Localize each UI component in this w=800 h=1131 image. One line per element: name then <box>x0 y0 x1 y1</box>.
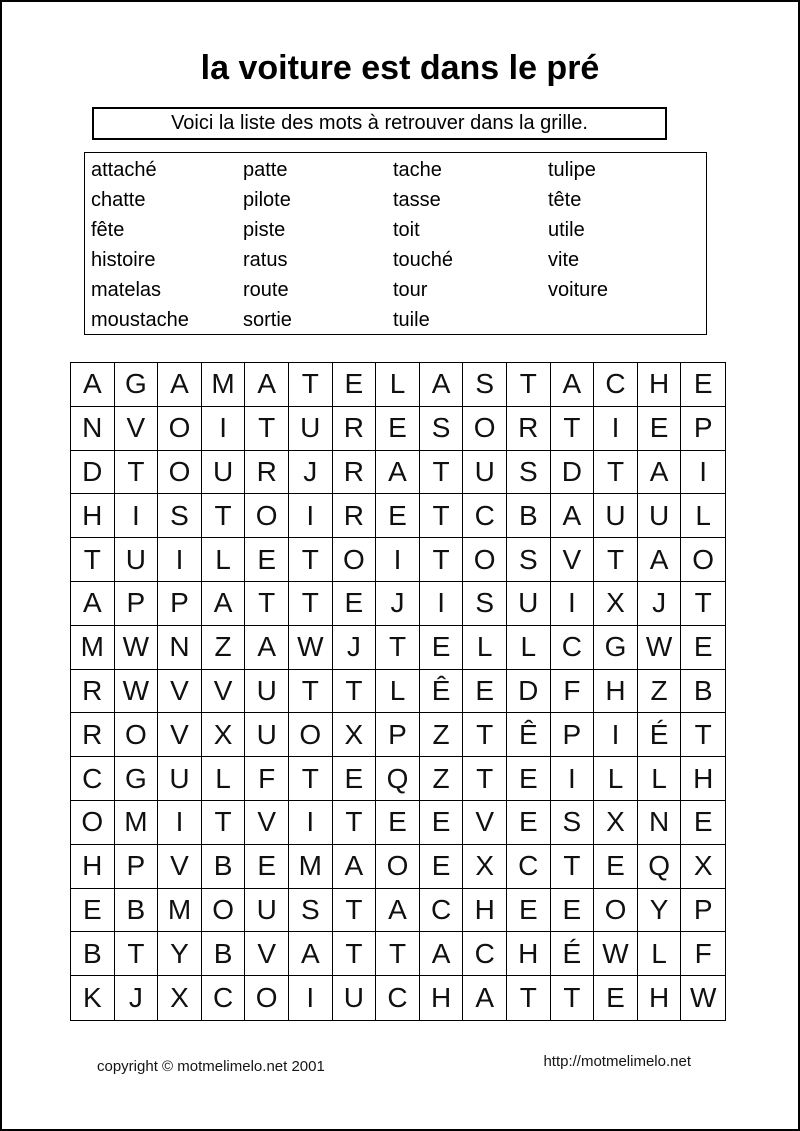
grid-cell: G <box>594 626 638 670</box>
grid-cell: N <box>71 407 115 451</box>
grid-cell: P <box>681 889 725 933</box>
grid-cell: C <box>71 757 115 801</box>
grid-cell: H <box>420 976 464 1020</box>
word-list <box>91 155 706 335</box>
grid-cell: N <box>158 626 202 670</box>
grid-cell: R <box>245 451 289 495</box>
grid-cell: V <box>245 932 289 976</box>
grid-cell: V <box>463 801 507 845</box>
grid-cell: M <box>289 845 333 889</box>
grid-cell: R <box>333 407 377 451</box>
word-list-item: sortie <box>243 309 292 331</box>
grid-cell: O <box>681 538 725 582</box>
grid-cell: E <box>71 889 115 933</box>
grid-cell: S <box>420 407 464 451</box>
grid-cell: H <box>594 670 638 714</box>
grid-cell: C <box>420 889 464 933</box>
word-list-item: route <box>243 279 289 301</box>
grid-cell: T <box>507 976 551 1020</box>
grid-cell: E <box>245 538 289 582</box>
grid-cell: L <box>376 670 420 714</box>
grid-cell: X <box>158 976 202 1020</box>
grid-cell: W <box>689 982 717 1014</box>
grid-cell: J <box>289 451 333 495</box>
grid-cell: T <box>551 407 595 451</box>
grid-cell: Z <box>202 626 246 670</box>
grid-cell: E <box>420 801 464 845</box>
grid-cell: L <box>376 363 420 407</box>
word-list-box <box>84 152 707 335</box>
grid-cell: T <box>115 451 159 495</box>
word-list-item: tête <box>548 189 582 211</box>
grid-cell: E <box>638 407 682 451</box>
copyright-text: copyright © motmelimelo.net 2001 <box>97 1058 325 1075</box>
grid-cell: L <box>594 757 638 801</box>
grid-cell: T <box>289 363 333 407</box>
word-list-item: ratus <box>243 249 288 271</box>
grid-cell: X <box>594 582 638 626</box>
grid-cell: V <box>551 538 595 582</box>
grid-cell: P <box>376 713 420 757</box>
grid-cell: L <box>202 757 246 801</box>
grid-cell: L <box>681 494 725 538</box>
instruction-box <box>92 107 667 140</box>
word-list-item: tulipe <box>548 159 596 181</box>
grid-cell: W <box>115 670 159 714</box>
word-list-item: matelas <box>91 279 162 301</box>
grid-cell: J <box>115 976 159 1020</box>
word-list-item: tour <box>393 279 428 301</box>
grid-cell: O <box>245 976 289 1020</box>
grid-cell: T <box>420 494 464 538</box>
grid-cell: Y <box>158 932 202 976</box>
word-list-item: attaché <box>91 159 157 181</box>
grid-cell: E <box>245 845 289 889</box>
grid-cell: E <box>333 582 377 626</box>
grid-cell: U <box>245 713 289 757</box>
grid-cell: V <box>245 801 289 845</box>
grid-cell: X <box>594 801 638 845</box>
grid-cell: T <box>551 845 595 889</box>
grid-cell: F <box>245 757 289 801</box>
grid-cell: S <box>463 582 507 626</box>
grid-cell: S <box>158 494 202 538</box>
grid-cell: H <box>681 757 725 801</box>
grid-cell: U <box>202 451 246 495</box>
grid-cell: D <box>551 451 595 495</box>
grid-cell: E <box>420 845 464 889</box>
word-list-item: chatte <box>91 189 146 211</box>
grid-cell: V <box>158 670 202 714</box>
grid-cell: B <box>681 670 725 714</box>
grid-cell: L <box>463 626 507 670</box>
grid-cell: T <box>202 801 246 845</box>
grid-cell: A <box>551 494 595 538</box>
grid-cell: I <box>115 494 159 538</box>
grid-cell: T <box>420 538 464 582</box>
grid-cell: T <box>420 451 464 495</box>
grid-cell: E <box>376 494 420 538</box>
grid-cell: E <box>681 363 725 407</box>
grid-cell: I <box>681 451 725 495</box>
grid-cell: J <box>638 582 682 626</box>
grid-cell: T <box>376 932 420 976</box>
grid-cell: X <box>333 713 377 757</box>
grid-cell: H <box>463 889 507 933</box>
grid-cell: U <box>289 407 333 451</box>
grid-cell: H <box>638 363 682 407</box>
grid-cell: T <box>289 757 333 801</box>
grid-cell: T <box>681 582 725 626</box>
grid-cell: T <box>245 407 289 451</box>
grid-cell: T <box>551 976 595 1020</box>
grid-cell: Z <box>420 713 464 757</box>
grid-cell: O <box>376 845 420 889</box>
grid-cell: S <box>551 801 595 845</box>
word-list-item: touché <box>393 249 454 271</box>
grid-cell: T <box>463 713 507 757</box>
grid-cell: Q <box>638 845 682 889</box>
grid-cell: T <box>333 670 377 714</box>
grid-cell: K <box>71 976 115 1020</box>
grid-cell: L <box>202 538 246 582</box>
grid-cell: Y <box>638 889 682 933</box>
grid-cell: T <box>71 538 115 582</box>
word-search-grid <box>70 362 726 1021</box>
grid-cell: A <box>638 538 682 582</box>
word-list-item: pilote <box>243 189 291 211</box>
grid-cell: H <box>71 494 115 538</box>
grid-cell: A <box>638 451 682 495</box>
grid-cell: T <box>333 932 377 976</box>
grid-cell: P <box>158 582 202 626</box>
word-list-item: histoire <box>91 249 156 271</box>
grid-cell: T <box>594 451 638 495</box>
grid-cell: J <box>376 582 420 626</box>
grid-cell: D <box>71 451 115 495</box>
grid-cell: V <box>115 407 159 451</box>
grid-cell: T <box>289 538 333 582</box>
grid-cell: E <box>333 363 377 407</box>
grid-cell: O <box>463 538 507 582</box>
grid-cell: U <box>158 757 202 801</box>
word-list-item: voiture <box>548 279 609 301</box>
grid-cell: C <box>463 494 507 538</box>
grid-cell: I <box>376 538 420 582</box>
grid-cell: I <box>202 407 246 451</box>
grid-cell: Z <box>638 670 682 714</box>
grid-cell: A <box>463 976 507 1020</box>
grid-cell: E <box>507 801 551 845</box>
grid-cell: E <box>681 626 725 670</box>
word-list-item: tasse <box>393 189 441 211</box>
grid-cell: I <box>289 801 333 845</box>
word-list-item: fête <box>91 219 125 241</box>
grid-cell: I <box>551 582 595 626</box>
grid-cell: U <box>507 582 551 626</box>
grid-cell: U <box>333 976 377 1020</box>
grid-cell: L <box>638 757 682 801</box>
page-title: la voiture est dans le pré <box>200 49 600 87</box>
grid-cell: O <box>115 713 159 757</box>
grid-cell: H <box>507 932 551 976</box>
grid-cell: P <box>681 407 725 451</box>
grid-cell: C <box>507 845 551 889</box>
grid-cell: P <box>115 582 159 626</box>
word-list-item: tache <box>393 159 442 181</box>
grid-cell: M <box>158 889 202 933</box>
word-list-item: toit <box>393 219 420 241</box>
grid-cell: W <box>289 626 333 670</box>
grid-cell: T <box>376 626 420 670</box>
grid-cell: E <box>507 757 551 801</box>
grid-cell: Ê <box>420 670 464 714</box>
grid-cell: M <box>71 626 115 670</box>
grid-cell: F <box>681 932 725 976</box>
grid-cell: R <box>333 451 377 495</box>
grid-cell: O <box>245 494 289 538</box>
word-list-item: utile <box>548 219 585 241</box>
grid-cell: T <box>333 889 377 933</box>
grid-cell: A <box>202 582 246 626</box>
grid-cell: T <box>245 582 289 626</box>
grid-cell: O <box>594 889 638 933</box>
grid-cell: T <box>681 713 725 757</box>
grid-cell: A <box>376 889 420 933</box>
grid-cell: I <box>420 582 464 626</box>
grid-cell: E <box>594 845 638 889</box>
grid-cell: V <box>158 845 202 889</box>
instruction-text: Voici la liste des mots à retrouver dans la grille. <box>171 112 588 134</box>
grid-cell: V <box>158 713 202 757</box>
grid-cell: I <box>594 407 638 451</box>
grid-cell: A <box>158 363 202 407</box>
grid-cell: E <box>333 757 377 801</box>
grid-cell: O <box>333 538 377 582</box>
grid-cell: I <box>551 757 595 801</box>
grid-cell: X <box>202 713 246 757</box>
grid-cell: E <box>420 626 464 670</box>
grid-cell: C <box>376 976 420 1020</box>
grid-cell: A <box>71 363 115 407</box>
word-list-item: moustache <box>91 309 189 331</box>
grid-cell: A <box>333 845 377 889</box>
grid-cell: R <box>507 407 551 451</box>
grid-cell: T <box>594 538 638 582</box>
grid-cell: C <box>551 626 595 670</box>
grid-cell: E <box>376 407 420 451</box>
grid-cell: P <box>115 845 159 889</box>
grid-cell: A <box>289 932 333 976</box>
word-list-item <box>548 305 706 335</box>
grid-cell: B <box>202 845 246 889</box>
grid-cell: X <box>463 845 507 889</box>
grid-cell: É <box>638 713 682 757</box>
grid-cell: U <box>463 451 507 495</box>
website-url-text: http://motmelimelo.net <box>543 1053 691 1070</box>
grid-cell: E <box>507 889 551 933</box>
grid-cell: T <box>463 757 507 801</box>
grid-cell: I <box>594 713 638 757</box>
grid-cell: U <box>115 538 159 582</box>
grid-cell: L <box>638 932 682 976</box>
grid-cell: A <box>245 626 289 670</box>
grid-cell: I <box>289 976 333 1020</box>
grid-cell: É <box>551 932 595 976</box>
grid-cell: E <box>376 801 420 845</box>
grid-cell: O <box>289 713 333 757</box>
grid-cell: C <box>594 363 638 407</box>
grid-cell: E <box>681 801 725 845</box>
grid-cell: I <box>289 494 333 538</box>
grid-cell: U <box>594 494 638 538</box>
grid-cell: A <box>245 363 289 407</box>
grid-cell: C <box>202 976 246 1020</box>
grid-cell: H <box>638 976 682 1020</box>
grid-cell: T <box>289 670 333 714</box>
grid-cell: P <box>551 713 595 757</box>
grid-cell: M <box>115 801 159 845</box>
grid-cell: O <box>463 407 507 451</box>
grid-cell: A <box>420 932 464 976</box>
grid-cell: S <box>507 451 551 495</box>
grid-cell: F <box>551 670 595 714</box>
grid-cell: G <box>115 757 159 801</box>
grid-cell: W <box>594 932 638 976</box>
grid-cell: T <box>507 363 551 407</box>
word-list-item: tuile <box>393 309 430 331</box>
grid-cell: I <box>158 538 202 582</box>
grid-cell: S <box>289 889 333 933</box>
grid-cell: O <box>158 451 202 495</box>
grid-cell: B <box>507 494 551 538</box>
grid-cell: D <box>507 670 551 714</box>
grid-cell: R <box>71 670 115 714</box>
grid-cell: O <box>202 889 246 933</box>
grid-cell: S <box>507 538 551 582</box>
grid-cell: A <box>420 363 464 407</box>
grid-cell: R <box>71 713 115 757</box>
grid-cell: C <box>463 932 507 976</box>
grid-cell: S <box>463 363 507 407</box>
grid-cell: Ê <box>507 713 551 757</box>
grid-cell: B <box>202 932 246 976</box>
grid-cell: R <box>333 494 377 538</box>
grid-cell: U <box>638 494 682 538</box>
grid-cell: V <box>202 670 246 714</box>
word-list-item: patte <box>243 159 288 181</box>
grid-cell: H <box>71 845 115 889</box>
grid-cell: O <box>158 407 202 451</box>
grid-cell: U <box>245 889 289 933</box>
grid-cell: A <box>376 451 420 495</box>
grid-cell: E <box>463 670 507 714</box>
grid-cell: N <box>638 801 682 845</box>
grid-cell: G <box>115 363 159 407</box>
grid-cell: J <box>333 626 377 670</box>
grid-cell: L <box>507 626 551 670</box>
grid-cell: I <box>158 801 202 845</box>
grid-cell: W <box>115 626 159 670</box>
grid-cell: E <box>594 976 638 1020</box>
grid-cell: Q <box>376 757 420 801</box>
grid-cell: T <box>202 494 246 538</box>
grid-cell: T <box>333 801 377 845</box>
grid-cell: M <box>202 363 246 407</box>
grid-cell: A <box>71 582 115 626</box>
grid-cell: T <box>115 932 159 976</box>
grid-cell: O <box>71 801 115 845</box>
word-list-item: piste <box>243 219 286 241</box>
grid-cell: B <box>115 889 159 933</box>
grid-cell: E <box>551 889 595 933</box>
grid-cell: B <box>71 932 115 976</box>
grid-cell: Z <box>420 757 464 801</box>
grid-cell: U <box>245 670 289 714</box>
grid-cell: A <box>551 363 595 407</box>
word-list-item: vite <box>548 249 580 271</box>
grid-cell: W <box>638 626 682 670</box>
grid-cell: X <box>681 845 725 889</box>
grid-cell: T <box>289 582 333 626</box>
